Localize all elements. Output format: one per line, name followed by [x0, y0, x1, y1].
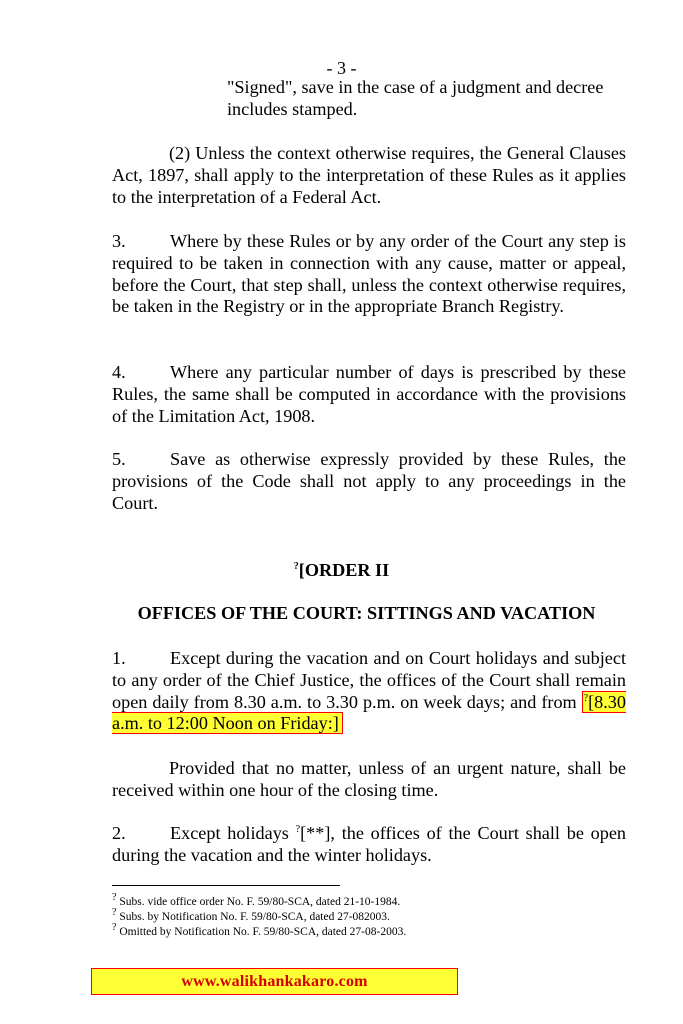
footnote-2-text: Subs. by Notification No. F. 59/80-SCA, dated 27-082003.: [119, 911, 390, 923]
footnote-3-text: Omitted by Notification No. F. 59/80-SCA, dated 27-08-2003.: [119, 926, 407, 938]
order-rule-1-number: 1.: [112, 648, 126, 668]
section-heading: OFFICES OF THE COURT: SITTINGS AND VACATION: [137, 603, 596, 623]
footnote-1: [112, 892, 401, 909]
rule-3-text: Where by these Rules or by any order of the Court any step is required to be taken in connection with any cause, matter or appeal, before the Court, that step shall, unless the context otherwise requires, be taken in the Registry or in the appropriate Branch Registry.: [112, 231, 626, 317]
omission-footnote-marker: ?: [295, 823, 301, 835]
rule-4-number: 4.: [112, 362, 126, 382]
continuation-line-1: "Signed", save in the case of a judgment and decree: [227, 77, 604, 97]
rule-3: [112, 231, 626, 318]
website-banner[interactable]: www.walikhankakaro.com: [91, 968, 458, 995]
rule-5: [112, 449, 626, 514]
footnote-1-marker: ?: [112, 892, 117, 904]
rule-3-number: 3.: [112, 231, 126, 251]
order-rule-2-post: [**], the offices of the Court shall be open during the vacation and the winter holidays.: [112, 823, 627, 865]
footnote-3-marker: ?: [112, 922, 117, 934]
paragraph-2-text: (2) Unless the context otherwise requires, the General Clauses Act, 1897, shall apply to the interpretation of these Rules as it applies to the interpretation of a Federal Act.: [112, 143, 626, 207]
order-footnote-marker: ?: [293, 560, 299, 572]
rule-5-text: Save as otherwise expressly provided by these Rules, the provisions of the Code shall not apply to any proceedings in the Court.: [112, 449, 626, 513]
proviso: [112, 758, 626, 802]
footnote-2-marker: ?: [112, 907, 117, 919]
continuation-text: [227, 77, 626, 121]
order-title: [0, 560, 683, 581]
footnote-3: [112, 922, 407, 939]
order-rule-1-text: Except during the vacation and on Court holidays and subject to any order of the Chief Justice, the offices of the Court shall remain open daily from 8.30 a.m. to 3.30 p.m. on week days; and from: [112, 648, 626, 712]
footnote-1-text: Subs. vide office order No. F. 59/80-SCA, dated 21-10-1984.: [119, 896, 401, 908]
highlighted-amendment-text: [8.30 a.m. to 12:00 Noon on Friday:]: [112, 691, 626, 734]
page-number: - 3 -: [326, 58, 357, 78]
order-rule-2-pre: Except holidays: [170, 823, 289, 843]
continuation-line-2: includes stamped.: [227, 98, 358, 119]
rule-4: [112, 362, 626, 427]
footnote-2: [112, 907, 390, 924]
order-title-text: [ORDER II: [298, 560, 390, 580]
rule-4-text: Where any particular number of days is prescribed by these Rules, the same shall be computed in accordance with the provisions of the Limitation Act, 1908.: [112, 362, 626, 426]
order-rule-2: [112, 823, 626, 867]
order-rule-1: [112, 648, 626, 735]
order-rule-2-number: 2.: [112, 823, 126, 843]
paragraph-2: [112, 143, 626, 208]
amendment-footnote-marker: ?: [583, 692, 589, 704]
footnote-divider: [112, 885, 340, 886]
rule-5-number: 5.: [112, 449, 126, 469]
proviso-text: Provided that no matter, unless of an urgent nature, shall be received within one hour of the closing time.: [112, 758, 626, 800]
